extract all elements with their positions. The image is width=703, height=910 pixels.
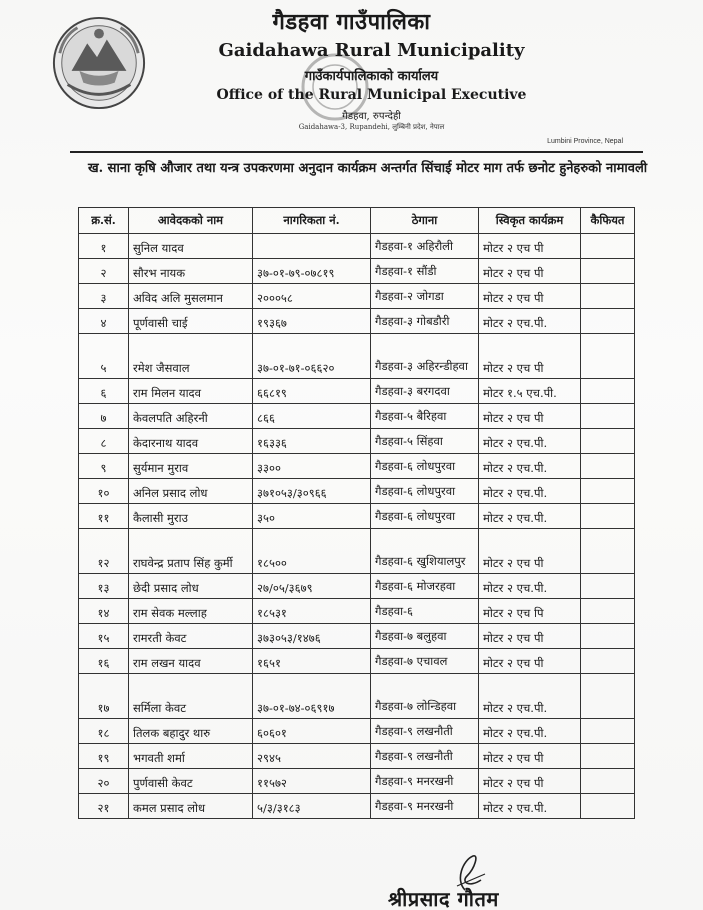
cell-sn: १: [79, 234, 129, 259]
cell-program: मोटर २ एच पी: [479, 744, 581, 769]
cell-program: मोटर २ एच.पी.: [479, 429, 581, 454]
cell-address: गैडहवा-९ मनरखनी: [371, 769, 479, 794]
cell-remarks: [581, 574, 635, 599]
cell-address: गैडहवा-६ लोधपुरवा: [371, 479, 479, 504]
cell-remarks: [581, 719, 635, 744]
table-row: [79, 624, 635, 649]
table-row: [79, 334, 635, 379]
table-header-row: [79, 208, 635, 234]
cell-address: गैडहवा-३ बरगदवा: [371, 379, 479, 404]
cell-program: मोटर २ एच.पी.: [479, 479, 581, 504]
address-english: Gaidahawa-3, Rupandehi, लुम्बिनी प्रदेश, नेपाल: [298, 123, 445, 131]
cell-program: मोटर २ एच पी: [479, 769, 581, 794]
cell-sn: १८: [79, 719, 129, 744]
cell-program: मोटर २ एच.पी.: [479, 504, 581, 529]
cell-address: गैडहवा-६ लोधपुरवा: [371, 454, 479, 479]
cell-sn: ६: [79, 379, 129, 404]
cell-address: गैडहवा-१ अहिरौली: [371, 234, 479, 259]
table-row: [79, 599, 635, 624]
table-row: [79, 379, 635, 404]
cell-name: रमेश जैसवाल: [129, 334, 253, 379]
cell-remarks: [581, 404, 635, 429]
table-row: [79, 674, 635, 719]
cell-name: राम लखन यादव: [129, 649, 253, 674]
cell-program: मोटर २ एच.पी.: [479, 574, 581, 599]
cell-program: मोटर २ एच.पी.: [479, 309, 581, 334]
cell-remarks: [581, 454, 635, 479]
cell-program: मोटर २ एच पि: [479, 599, 581, 624]
cell-program: मोटर २ एच पी: [479, 259, 581, 284]
cell-citizenship: [253, 234, 371, 259]
cell-remarks: [581, 429, 635, 454]
column-header-sn: क्र.सं.: [79, 208, 129, 234]
cell-program: मोटर २ एच.पी.: [479, 719, 581, 744]
table-row: [79, 744, 635, 769]
cell-program: मोटर २ एच पी: [479, 624, 581, 649]
cell-citizenship: १८५३१: [253, 599, 371, 624]
cell-sn: २०: [79, 769, 129, 794]
cell-sn: ९: [79, 454, 129, 479]
cell-name: राम मिलन यादव: [129, 379, 253, 404]
column-header-citizenship: नागरिकता नं.: [253, 208, 371, 234]
cell-name: कैलासी मुराउ: [129, 504, 253, 529]
table-row: [79, 769, 635, 794]
cell-sn: १७: [79, 674, 129, 719]
column-header-address: ठेगाना: [371, 208, 479, 234]
cell-name: पूर्णवासी चाई: [129, 309, 253, 334]
cell-address: गैडहवा-२ जोगडा: [371, 284, 479, 309]
cell-citizenship: ३७१०५३/३०९६६: [253, 479, 371, 504]
cell-remarks: [581, 259, 635, 284]
office-title-english: Office of the Rural Municipal Executive: [216, 87, 527, 103]
table-row: [79, 479, 635, 504]
cell-program: मोटर २ एच पी: [479, 284, 581, 309]
cell-name: कमल प्रसाद लोध: [129, 794, 253, 819]
cell-name: केवलपति अहिरनी: [129, 404, 253, 429]
cell-address: गैडहवा-६: [371, 599, 479, 624]
cell-sn: १३: [79, 574, 129, 599]
cell-name: तिलक बहादुर थारु: [129, 719, 253, 744]
cell-sn: १४: [79, 599, 129, 624]
cell-address: गैडहवा-७ एचावल: [371, 649, 479, 674]
cell-remarks: [581, 769, 635, 794]
cell-citizenship: ३७-०१-७९-०७८१९: [253, 259, 371, 284]
table-row: [79, 404, 635, 429]
cell-sn: २: [79, 259, 129, 284]
office-title-nepali: गाउँकार्यपालिकाको कार्यालय: [304, 69, 439, 84]
cell-remarks: [581, 744, 635, 769]
cell-address: गैडहवा-६ मोजरहवा: [371, 574, 479, 599]
cell-remarks: [581, 379, 635, 404]
cell-citizenship: ३७३०५३/१४७६: [253, 624, 371, 649]
table-row: [79, 429, 635, 454]
cell-program: मोटर २ एच पी: [479, 529, 581, 574]
address-nepali: गैडहवा, रुपन्देही: [342, 111, 401, 122]
cell-program: मोटर २ एच पी: [479, 234, 581, 259]
signer-name: श्रीप्रसाद गौतम: [388, 887, 499, 910]
cell-program: मोटर २ एच.पी.: [479, 794, 581, 819]
cell-sn: १५: [79, 624, 129, 649]
table-row: [79, 504, 635, 529]
municipality-title-english: Gaidahawa Rural Municipality: [218, 40, 525, 61]
cell-citizenship: २९४५: [253, 744, 371, 769]
cell-sn: ८: [79, 429, 129, 454]
cell-citizenship: ६०६०१: [253, 719, 371, 744]
table-row: [79, 234, 635, 259]
cell-citizenship: २७/०५/३६७९: [253, 574, 371, 599]
cell-remarks: [581, 284, 635, 309]
cell-sn: ५: [79, 334, 129, 379]
cell-remarks: [581, 334, 635, 379]
cell-program: मोटर २ एच पी: [479, 649, 581, 674]
header-divider: [70, 151, 643, 153]
cell-citizenship: ३७-०१-७४-०६९१७: [253, 674, 371, 719]
cell-address: गैडहवा-५ सिंहवा: [371, 429, 479, 454]
cell-citizenship: २०००५८: [253, 284, 371, 309]
cell-citizenship: १६५१: [253, 649, 371, 674]
cell-sn: ४: [79, 309, 129, 334]
cell-citizenship: १९३६७: [253, 309, 371, 334]
cell-citizenship: ८६६: [253, 404, 371, 429]
cell-name: सुनिल यादव: [129, 234, 253, 259]
cell-remarks: [581, 599, 635, 624]
cell-address: गैडहवा-३ गोबडौरी: [371, 309, 479, 334]
table-row: [79, 284, 635, 309]
cell-sn: १९: [79, 744, 129, 769]
cell-program: मोटर २ एच.पी.: [479, 674, 581, 719]
cell-address: गैडहवा-९ लखनौती: [371, 744, 479, 769]
column-header-remarks: कैफियत: [581, 208, 635, 234]
cell-address: गैडहवा-९ लखनौती: [371, 719, 479, 744]
cell-remarks: [581, 649, 635, 674]
cell-remarks: [581, 794, 635, 819]
cell-name: अनिल प्रसाद लोध: [129, 479, 253, 504]
cell-name: पुर्णवासी केवट: [129, 769, 253, 794]
cell-citizenship: ६६८१९: [253, 379, 371, 404]
cell-program: मोटर २ एच पी: [479, 334, 581, 379]
cell-sn: १२: [79, 529, 129, 574]
table-row: [79, 719, 635, 744]
municipality-title-nepali: गैडहवा गाउँपालिका: [272, 9, 431, 35]
province-label: Lumbini Province, Nepal: [547, 138, 623, 145]
column-header-program: स्विकृत कार्यक्रम: [479, 208, 581, 234]
table-row: [79, 574, 635, 599]
cell-address: गैडहवा-७ लोन्डिहवा: [371, 674, 479, 719]
table-row: [79, 309, 635, 334]
cell-citizenship: ५/३/३१८३: [253, 794, 371, 819]
table-row: [79, 794, 635, 819]
cell-address: गैडहवा-६ खुशियालपुर: [371, 529, 479, 574]
cell-sn: २१: [79, 794, 129, 819]
cell-name: रामरती केवट: [129, 624, 253, 649]
cell-name: सुर्यमान मुराव: [129, 454, 253, 479]
cell-address: गैडहवा-१ सौंडी: [371, 259, 479, 284]
table-row: [79, 259, 635, 284]
cell-address: गैडहवा-९ मनरखनी: [371, 794, 479, 819]
section-heading: ख. साना कृषि औजार तथा यन्त्र उपकरणमा अनुदान कार्यक्रम अन्तर्गत सिंचाई मोटर माग तर्फ छनोट हुनेहरुको नामावली: [88, 161, 648, 176]
cell-citizenship: ११५७२: [253, 769, 371, 794]
cell-address: गैडहवा-७ बलुहवा: [371, 624, 479, 649]
cell-remarks: [581, 504, 635, 529]
cell-address: गैडहवा-५ बैरिहवा: [371, 404, 479, 429]
cell-sn: १६: [79, 649, 129, 674]
cell-name: भगवती शर्मा: [129, 744, 253, 769]
cell-address: गैडहवा-६ लोधपुरवा: [371, 504, 479, 529]
cell-citizenship: ३७-०१-७१-०६६२०: [253, 334, 371, 379]
cell-name: राम सेवक मल्लाह: [129, 599, 253, 624]
table-row: [79, 649, 635, 674]
cell-citizenship: ३५०: [253, 504, 371, 529]
cell-remarks: [581, 624, 635, 649]
cell-remarks: [581, 234, 635, 259]
cell-remarks: [581, 479, 635, 504]
cell-name: केदारनाथ यादव: [129, 429, 253, 454]
cell-citizenship: ३३००: [253, 454, 371, 479]
column-header-name: आवेदकको नाम: [129, 208, 253, 234]
cell-sn: १०: [79, 479, 129, 504]
cell-name: सर्मिला केवट: [129, 674, 253, 719]
table-row: [79, 454, 635, 479]
table-row: [79, 529, 635, 574]
cell-name: अविद अलि मुसलमान: [129, 284, 253, 309]
cell-sn: ११: [79, 504, 129, 529]
cell-citizenship: १६३३६: [253, 429, 371, 454]
cell-remarks: [581, 674, 635, 719]
beneficiary-table: [78, 207, 635, 819]
cell-remarks: [581, 309, 635, 334]
cell-remarks: [581, 529, 635, 574]
cell-sn: ७: [79, 404, 129, 429]
cell-address: गैडहवा-३ अहिरन्डीहवा: [371, 334, 479, 379]
cell-citizenship: १८५००: [253, 529, 371, 574]
cell-name: राघवेन्द्र प्रताप सिंह कुर्मी: [129, 529, 253, 574]
cell-program: मोटर २ एच पी: [479, 404, 581, 429]
cell-name: सौरभ नायक: [129, 259, 253, 284]
cell-program: मोटर २ एच.पी.: [479, 454, 581, 479]
cell-sn: ३: [79, 284, 129, 309]
cell-name: छेदी प्रसाद लोध: [129, 574, 253, 599]
cell-program: मोटर १.५ एच.पी.: [479, 379, 581, 404]
